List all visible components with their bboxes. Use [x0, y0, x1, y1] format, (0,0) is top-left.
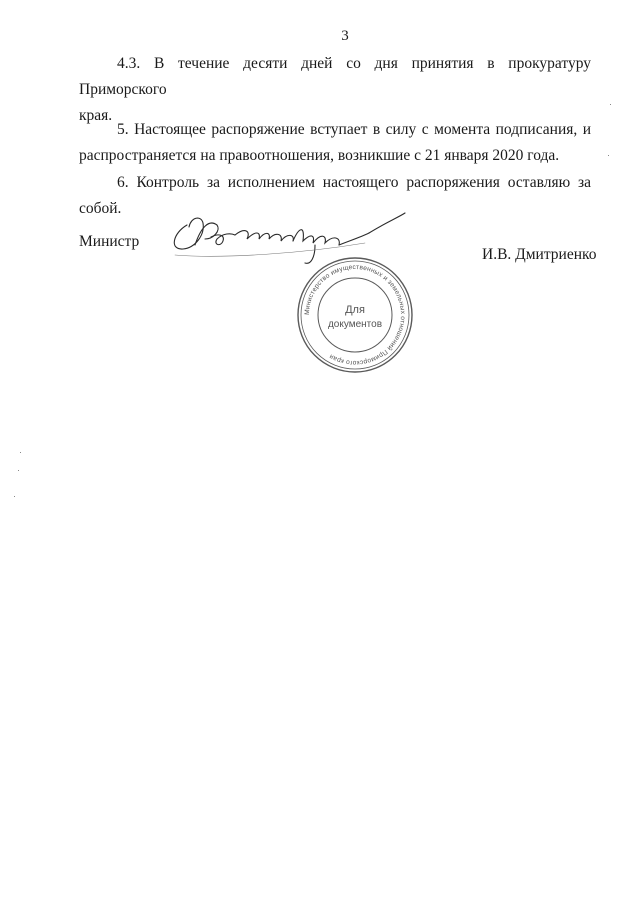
signatory-title: Министр [79, 233, 140, 250]
paragraph-5 [79, 117, 591, 169]
paragraph-continuation: распространяется на правоотношения, возникшие с 21 января 2020 года. [79, 147, 560, 164]
stamp-center-line2: документов [327, 319, 383, 330]
page-number: 3 [341, 28, 349, 44]
official-stamp [295, 255, 415, 380]
stamp-ring-text: Министерство имущественных и земельных отношений Приморского края [303, 263, 407, 367]
stamp-center-line1: Для [345, 304, 365, 316]
scan-speck [14, 496, 15, 497]
scan-speck [610, 104, 611, 105]
paragraph-first-line: 6. Контроль за исполнением настоящего распоряжения оставляю за собой. [79, 174, 591, 217]
paragraph-first-line: 5. Настоящее распоряжение вступает в силу с момента подписания, и [117, 121, 591, 138]
paragraph-first-line: 4.3. В течение десяти дней со дня принятия в прокуратуру Приморского [79, 55, 591, 98]
scan-speck [18, 470, 19, 471]
scan-speck [20, 452, 21, 453]
signatory-name: И.В. Дмитриенко [482, 246, 597, 263]
scan-speck [608, 155, 609, 156]
paragraph-continuation: края. [79, 107, 113, 124]
